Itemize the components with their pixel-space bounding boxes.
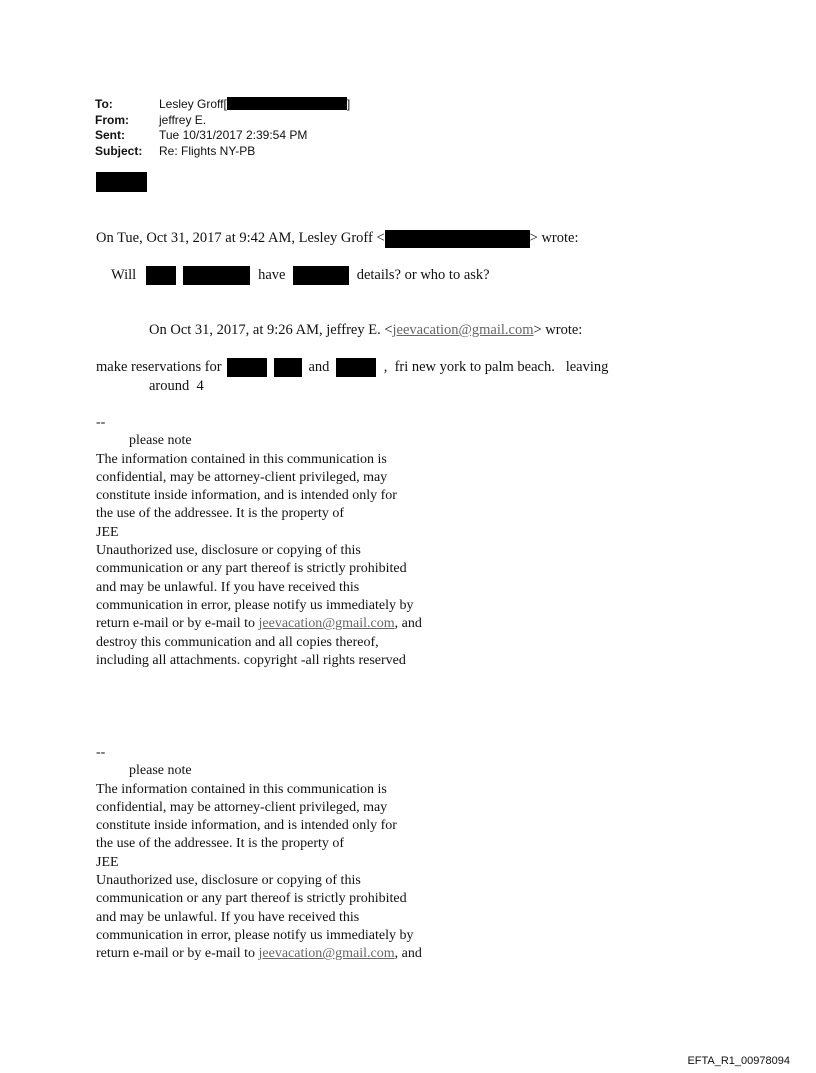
sig-line: constitute inside information, and is intended only for [96,488,397,504]
quote1-have: have [258,267,286,283]
to-close: ] [346,97,351,111]
to-value: Lesley Groff[ [159,97,227,111]
from-label: From: [95,112,129,127]
quote1-details: details? or who to ask? [356,267,490,283]
email-link[interactable]: jeevacation@gmail.com [392,322,534,338]
quote2-make: make reservations for [96,359,222,375]
email-link[interactable]: jeevacation@gmail.com [258,946,395,962]
sig-return-line [96,615,422,633]
quote2-body [96,358,608,377]
sig-line: communication or any part thereof is strictly prohibited [96,561,407,577]
sig-line: confidential, may be attorney-client privileged, may [96,469,388,485]
quote2-rest: , fri new york to palm beach. leaving [383,359,609,375]
sig-line: and may be unlawful. If you have received this [96,579,360,595]
sig-line: confidential, may be attorney-client privileged, may [96,799,388,815]
redaction-box [96,172,147,192]
redaction-box [385,230,530,248]
quote1-intro-end: > wrote: [529,230,579,246]
quote2-intro [149,321,582,339]
sig-return-pre: return e-mail or by e-mail to [96,946,259,962]
subject-value: Re: Flights NY-PB [159,143,256,158]
quote2-and: and [308,359,330,375]
document-id: EFTA_R1_00978094 [687,1055,790,1067]
to-row [95,97,350,113]
email-header [95,97,350,159]
quote1-intro-text: On Tue, Oct 31, 2017 at 9:42 AM, Lesley Groff < [96,230,385,246]
signature-block [96,744,422,964]
sig-line: the use of the addressee. It is the property of [96,836,345,852]
sig-line: Unauthorized use, disclosure or copying of this [96,543,361,559]
sig-note: please note [129,763,192,779]
sig-line: communication in error, please notify us immediately by [96,597,414,613]
sig-line: the use of the addressee. It is the property of [96,506,345,522]
sig-line: JEE [96,854,119,870]
sig-line: Unauthorized use, disclosure or copying of this [96,873,361,889]
redaction-box [227,97,347,110]
quote1-body [111,266,490,285]
sig-line: The information contained in this communication is [96,451,387,467]
redaction-box [183,266,250,285]
redaction-box [227,358,267,377]
sig-line: including all attachments. copyright -all rights reserved [96,652,406,668]
sig-line: constitute inside information, and is intended only for [96,818,397,834]
sig-note: please note [129,433,192,449]
quote2-intro-text: On Oct 31, 2017, at 9:26 AM, jeffrey E. < [149,322,393,338]
redaction-box [146,266,176,285]
signature-block [96,414,422,670]
sig-line: destroy this communication and all copies thereof, [96,634,379,650]
subject-row [95,144,350,160]
redaction-box [274,358,302,377]
quote2-line2: around 4 [149,378,204,394]
redaction-box [293,266,349,285]
sent-row [95,128,350,144]
sig-line: JEE [96,524,119,540]
sig-return-pre: return e-mail or by e-mail to [96,616,259,632]
quote1-intro [96,229,579,248]
redaction-box [336,358,376,377]
sig-return-post: , and [394,616,422,632]
subject-label: Subject: [95,143,143,158]
sig-return-line [96,945,422,963]
from-row [95,113,350,129]
sig-line: communication in error, please notify us immediately by [96,927,414,943]
sent-label: Sent: [95,128,125,142]
quote2-intro-end: > wrote: [533,322,583,338]
sig-return-post: , and [394,946,422,962]
sig-dashes: -- [96,745,106,760]
sig-line: The information contained in this communication is [96,781,387,797]
sig-line: and may be unlawful. If you have received this [96,909,360,925]
sent-value: Tue 10/31/2017 2:39:54 PM [159,128,308,142]
from-value: jeffrey E. [159,112,207,127]
quote1-will: Will [111,267,137,283]
email-link[interactable]: jeevacation@gmail.com [258,616,395,632]
to-label: To: [95,97,113,111]
sig-line: communication or any part thereof is strictly prohibited [96,891,407,907]
sig-dashes: -- [96,415,106,430]
